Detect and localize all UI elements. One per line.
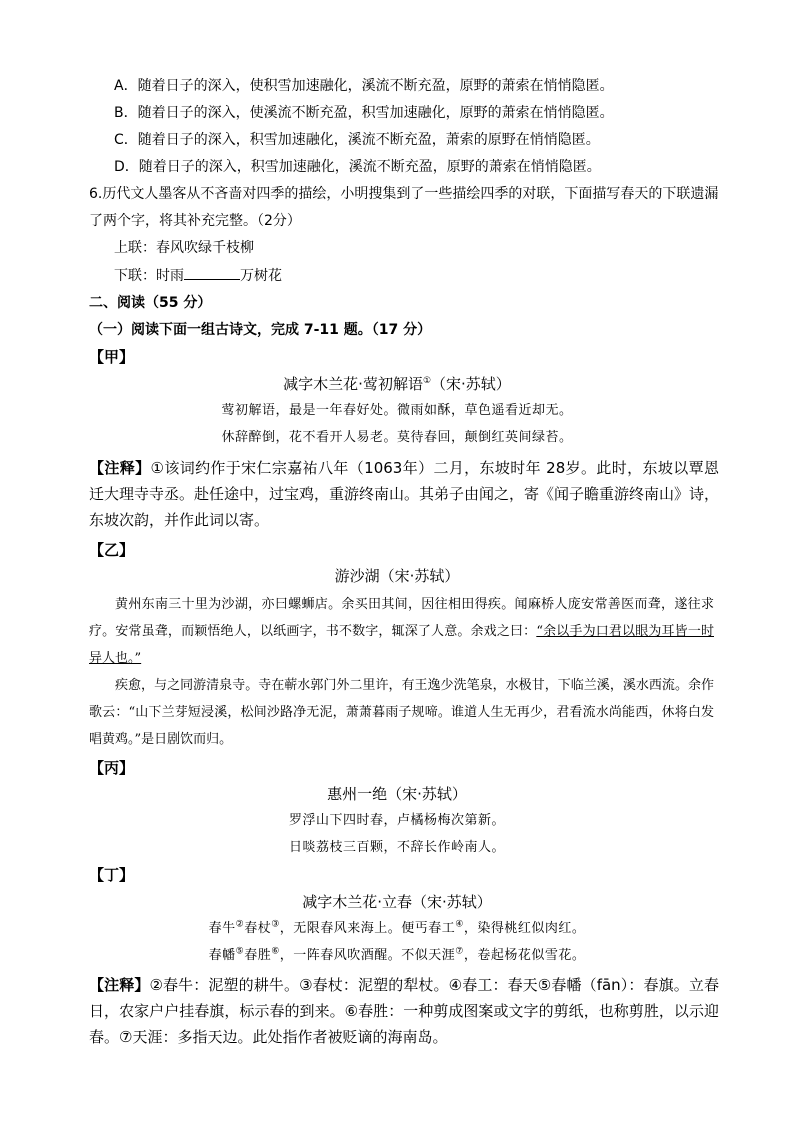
poem-text: ，卷起杨花似雪花。: [463, 948, 586, 963]
poem-text: 春杖: [244, 921, 272, 936]
poem-text: ，一阵春风吹酒醒。不似天涯: [279, 948, 456, 963]
annotation-jia: [89, 455, 719, 533]
poem-text: ，染得桃红似肉红。: [463, 921, 586, 936]
tag-jia: 【甲】: [89, 348, 135, 366]
couplet-upper: 上联：春风吹绿千枝柳: [114, 240, 254, 256]
footnote-marker: ③: [271, 919, 280, 930]
answer-blank[interactable]: [184, 265, 240, 280]
annotation-text: ①该词约作于宋仁宗嘉祐八年（1063年）二月，东坡时年 28岁。此时，东坡以覃恩迁大理寺寺丞。赴任途中，过宝鸡，重游终南山。其弟子由闻之，寄《闻子瞻重游终南山》诗，东坡次韵，并作此词以寄。: [89, 459, 720, 529]
poem-author-jia: （宋·苏轼）: [431, 375, 511, 393]
footnote-marker: ①: [422, 376, 432, 386]
section-heading-reading: 二、阅读（55 分）: [89, 295, 212, 311]
question-6-line1: 6.历代文人墨客从不吝啬对四季的描绘，小明搜集到了一些描绘四季的对联，下面描写春天的下联遗漏: [89, 186, 719, 202]
poem-line: [0, 946, 794, 966]
poem-text: ，无限春风来海上。便丐春工: [279, 921, 456, 936]
prose-underlined-quote: “余以手为口君以眼为耳皆一时异人也。”: [89, 624, 714, 666]
couplet-lower-suffix: 万树花: [240, 268, 282, 284]
poem-line: 莺初解语，最是一年春好处。微雨如酥，草色遥看近却无。: [221, 403, 573, 418]
annotation-label: 【注释】: [89, 459, 151, 477]
prose-title-yi: 游沙湖（宋·苏轼）: [334, 567, 460, 585]
tag-bing: 【丙】: [89, 759, 135, 777]
annotation-ding: [89, 972, 719, 1050]
prose-paragraph: [89, 591, 714, 672]
footnote-marker: ②: [235, 919, 245, 930]
poem-title-jia-text: 减字木兰花·莺初解语: [283, 375, 423, 393]
poem-text: 春幡: [208, 948, 236, 963]
poem-title-bing: 惠州一绝（宋·苏轼）: [327, 785, 467, 803]
tag-ding: 【丁】: [89, 866, 135, 884]
poem-line: 日啖荔枝三百颗，不辞长作岭南人。: [288, 840, 505, 855]
poem-line: [0, 919, 794, 939]
footnote-marker: ④: [455, 919, 464, 930]
annotation-label: 【注释】: [89, 976, 150, 994]
question-6-line2: 了两个字，将其补充完整。（2分）: [89, 213, 301, 229]
poem-title-ding: 减字木兰花·立春（宋·苏轼）: [302, 893, 492, 911]
tag-yi: 【乙】: [89, 541, 135, 559]
annotation-text: ②春牛：泥塑的耕牛。③春杖：泥塑的犁杖。④春工：春天⑤春幡（fān）：春旗。立春日，农家户户挂春旗，标示春的到来。⑥春胜：一种剪成图案或文字的剪纸，也称剪胜，以示迎春。⑦天涯：多指天边。此处指作者被贬谪的海南岛。: [89, 976, 719, 1046]
poem-text: 春牛: [208, 921, 236, 936]
footnote-marker: ⑦: [455, 946, 464, 957]
subsection-heading-poems: （一）阅读下面一组古诗文，完成 7-11 题。（17 分）: [89, 322, 432, 338]
option-a: A．随着日子的深入，使积雪加速融化，溪流不断充盈，原野的萧索在悄悄隐匿。: [114, 78, 614, 94]
prose-text: 黄州东南三十里为沙湖，亦曰螺蛳店。余买田其间，因往相田得疾。闻麻桥人庞安常善医而聋，遂往求疗。安常虽聋，而颖悟绝人，以纸画字，书不数字，辄深了人意。余戏之曰：: [89, 597, 714, 639]
option-b: B．随着日子的深入，使溪流不断充盈，积雪加速融化，原野的萧索在悄悄隐匿。: [114, 105, 614, 121]
prose-yi: [89, 591, 714, 753]
prose-paragraph: 疾愈，与之同游清泉寺。寺在蕲水郭门外二里许，有王逸少洗笔泉，水极甘，下临兰溪，溪水西流。余作歌云：“山下兰芽短浸溪，松间沙路净无泥，萧萧暮雨子规啼。谁道人生无再少，君看流水尚能西，休将白发唱黄鸡。”是日剧饮而归。: [89, 678, 714, 747]
option-d: D．随着日子的深入，积雪加速融化，溪流不断充盈，原野的萧索在悄悄隐匿。: [114, 159, 601, 175]
footnote-marker: ⑥: [271, 946, 280, 957]
option-c: C．随着日子的深入，积雪加速融化，溪流不断充盈，萧索的原野在悄悄隐匿。: [114, 132, 600, 148]
poem-line: 休辞醉倒，花不看开人易老。莫待春回，颠倒红英间绿苔。: [221, 430, 573, 445]
poem-text: 春胜: [244, 948, 272, 963]
couplet-lower-prefix: 下联：时雨: [114, 268, 184, 284]
poem-line: 罗浮山下四时春，卢橘杨梅次第新。: [288, 813, 505, 828]
couplet-lower: [114, 265, 282, 286]
footnote-marker: ⑤: [235, 946, 245, 957]
poem-title-jia: [0, 374, 794, 394]
